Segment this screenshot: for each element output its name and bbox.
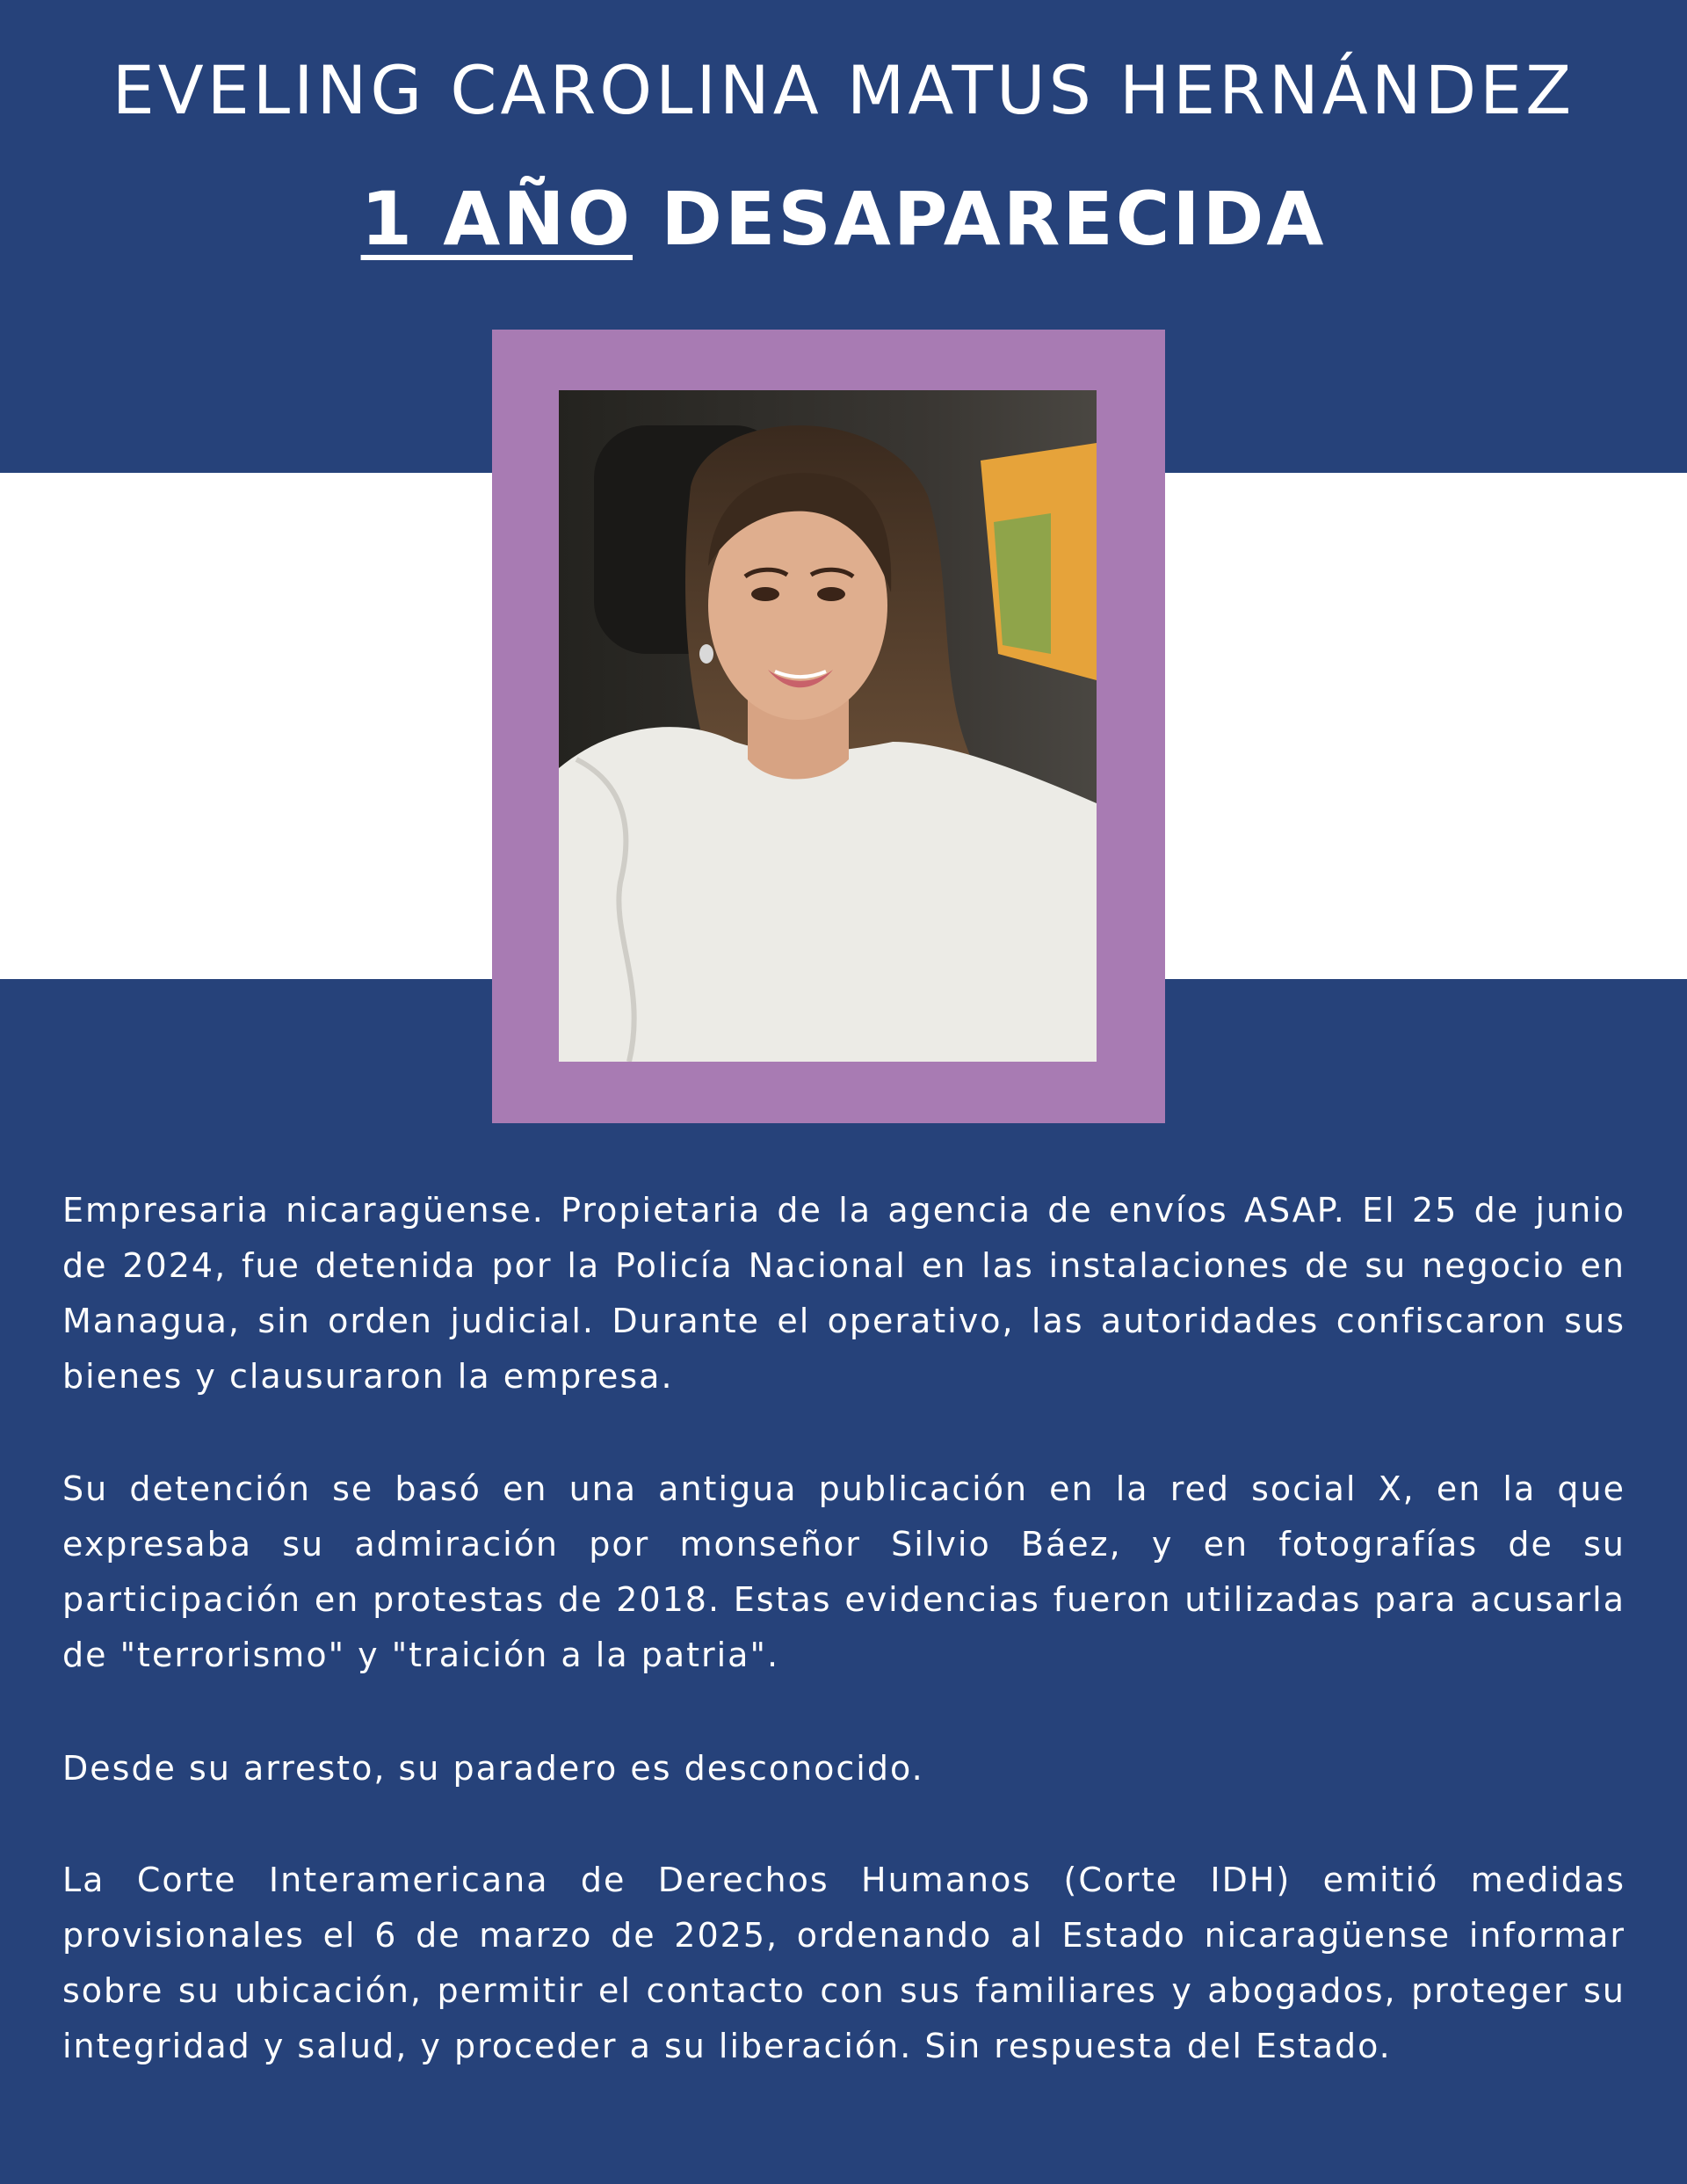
status-label: DESAPARECIDA <box>661 176 1327 262</box>
body-paragraph-2: Su detención se basó en una antigua publicación en la red social X, en la que expresaba su admiración por monseñor Silvio Báez, y en fotografías de su participación en protestas de 2018. Estas evidencias fueron utilizadas para acusarla de "terrorismo" y "traición a la patria". <box>62 1469 1625 1674</box>
body-paragraph-3: Desde su arresto, su paradero es desconocido. <box>62 1749 924 1788</box>
person-name: EVELING CAROLINA MATUS HERNÁNDEZ <box>112 51 1575 129</box>
portrait-photo <box>559 390 1097 1062</box>
duration-label: 1 AÑO <box>360 176 633 262</box>
body-paragraph-4: La Corte Interamericana de Derechos Humanos (Corte IDH) emitió medidas provisionales el 6 de marzo de 2025, ordenando al Estado nicaragüense informar sobre su ubicación, permitir el contacto con sus familiares y abogados, proteger su integridad y salud, y proceder a su liberación. Sin respuesta del Estado. <box>62 1861 1625 2065</box>
missing-duration-heading <box>0 176 1687 262</box>
body-paragraph-1: Empresaria nicaragüense. Propietaria de la agencia de envíos ASAP. El 25 de junio de 2024, fue detenida por la Policía Nacional en las instalaciones de su negocio en Managua, sin orden judicial. Durante el operativo, las autoridades confiscaron sus bienes y clausuraron la empresa. <box>62 1191 1625 1396</box>
portrait-frame <box>492 330 1165 1123</box>
